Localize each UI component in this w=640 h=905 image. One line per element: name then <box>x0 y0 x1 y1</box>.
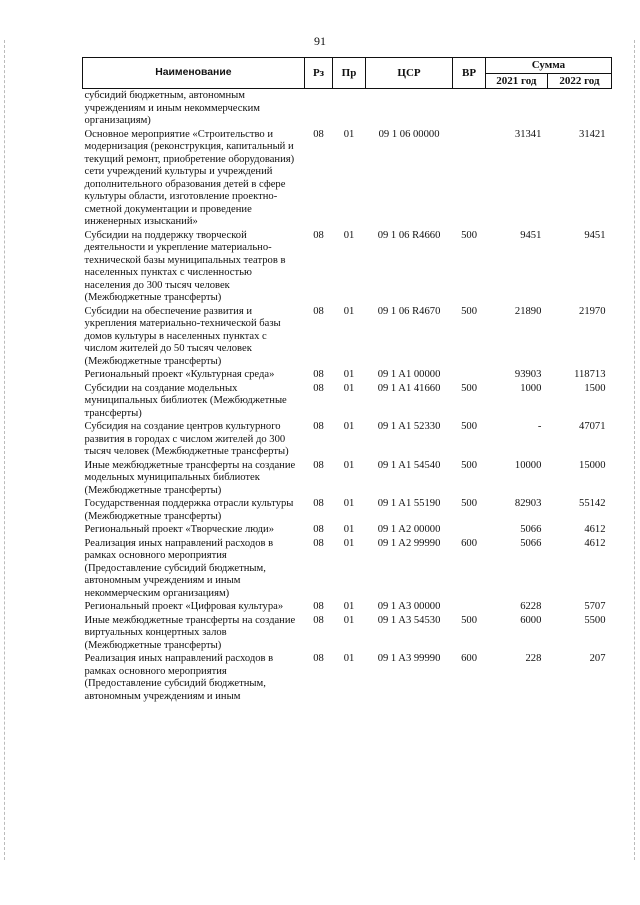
table-row <box>83 89 612 128</box>
header-csr: ЦСР <box>365 58 452 89</box>
row-rz: 08 <box>313 614 324 626</box>
row-pr: 01 <box>343 369 355 380</box>
row-name: Реализация иных направлений расходов в рамках основного мероприятия (Предоставление субсидий бюджетным, автономным учреждениям и иным <box>84 653 274 702</box>
row-name: Основное мероприятие «Строительство и модернизация (реконструкция, капитальный и текущий ремонт, приобретение оборудования) сети учреждений культуры и учреждений дополнительного образования детей в сфере культуры области, изготовление проектно-сметной документации и проведение инженерных изысканий» <box>84 128 295 227</box>
row-pr: 01 <box>343 498 355 509</box>
row-sum-2022: 207 <box>589 653 606 664</box>
row-pr: 01 <box>343 524 355 535</box>
row-rz: 08 <box>313 305 324 317</box>
row-csr: 09 1 A3 00000 <box>377 601 441 612</box>
table-row <box>83 652 612 703</box>
row-sum-2021: 228 <box>525 653 542 664</box>
row-sum-2022: 4612 <box>584 537 606 549</box>
row-vr: 500 <box>461 614 477 626</box>
row-rz: 08 <box>313 601 324 612</box>
table-row <box>83 537 612 601</box>
row-sum-2021: 21890 <box>514 305 542 317</box>
row-sum-2022: 15000 <box>579 459 606 471</box>
row-vr <box>453 128 486 229</box>
table-row <box>83 382 612 421</box>
scan-edge-left <box>4 40 6 860</box>
table-row <box>83 600 612 614</box>
row-sum-2022: 5500 <box>584 614 606 626</box>
table-row <box>83 368 612 382</box>
header-year-2022: 2022 год <box>547 73 611 89</box>
table-row <box>83 497 612 523</box>
row-rz: 08 <box>313 537 324 549</box>
row-vr <box>453 89 486 128</box>
row-name: Субсидии на поддержку творческой деятельности и укрепление материально-технической базы муниципальных театров в населенных пунктах с численностью населения до 300 тысяч человек (Межбюджетные трансферты) <box>84 229 286 303</box>
row-vr: 600 <box>461 537 477 549</box>
row-vr: 500 <box>461 229 477 241</box>
row-vr <box>453 523 486 537</box>
scan-edge-right <box>634 40 636 860</box>
row-name: Региональный проект «Цифровая культура» <box>84 601 284 612</box>
table-header <box>83 58 612 89</box>
table-row <box>83 305 612 369</box>
row-csr: 09 1 06 R4660 <box>377 229 441 241</box>
row-rz: 08 <box>313 229 324 241</box>
row-rz: 08 <box>313 524 324 535</box>
table-body <box>83 89 612 704</box>
row-name: субсидий бюджетным, автономным учреждениям и иным некоммерческим организациям) <box>84 90 260 126</box>
row-name: Субсидия на создание центров культурного развития в городах с числом жителей до 300 тысяч человек (Межбюджетные трансферты) <box>84 421 289 457</box>
row-pr: 01 <box>343 128 355 140</box>
row-sum-2022: 21970 <box>579 305 606 317</box>
header-name: Наименование <box>83 58 305 89</box>
row-rz <box>304 89 332 128</box>
header-year-2021: 2021 год <box>485 73 547 89</box>
row-rz: 08 <box>313 382 324 394</box>
row-rz: 08 <box>313 369 324 380</box>
row-name: Иные межбюджетные трансферты на создание модельных муниципальных библиотек (Межбюджетные трансферты) <box>84 459 296 496</box>
table-row <box>83 229 612 305</box>
row-vr: 600 <box>461 653 477 664</box>
row-pr: 01 <box>343 305 355 317</box>
row-sum-2021: 31341 <box>514 128 542 140</box>
row-sum-2022: 118713 <box>574 369 606 380</box>
table-row <box>83 523 612 537</box>
row-name: Субсидии на обеспечение развития и укрепления материально-технической базы домов культуры в населенных пунктах с числом жителей до 50 тысяч человек (Межбюджетные трансферты) <box>84 305 281 367</box>
row-csr: 09 1 A2 00000 <box>377 524 441 535</box>
row-sum-2022: 4612 <box>584 524 606 535</box>
row-rz: 08 <box>313 128 324 140</box>
row-csr: 09 1 A1 00000 <box>377 369 441 380</box>
row-name: Региональный проект «Культурная среда» <box>84 369 275 380</box>
row-rz: 08 <box>313 421 324 432</box>
row-pr: 01 <box>343 614 355 626</box>
budget-table <box>82 57 612 703</box>
row-vr <box>453 600 486 614</box>
row-csr: 09 1 A3 54530 <box>377 614 441 626</box>
row-sum-2021: - <box>537 421 542 432</box>
row-sum-2021 <box>485 89 547 128</box>
row-pr: 01 <box>343 653 355 664</box>
row-pr: 01 <box>343 421 355 432</box>
row-vr: 500 <box>461 421 477 432</box>
row-name: Субсидии на создание модельных муниципальных библиотек (Межбюджетные трансферты) <box>84 382 287 419</box>
row-sum-2021: 10000 <box>514 459 542 471</box>
row-name: Иные межбюджетные трансферты на создание виртуальных концертных залов (Межбюджетные трансферты) <box>84 614 296 651</box>
row-pr: 01 <box>343 382 355 394</box>
row-vr: 500 <box>461 459 477 471</box>
table-row <box>83 614 612 653</box>
table-row <box>83 420 612 459</box>
row-csr: 09 1 A1 54540 <box>377 459 441 471</box>
row-pr: 01 <box>343 229 355 241</box>
row-name: Государственная поддержка отрасли культуры (Межбюджетные трансферты) <box>84 498 294 522</box>
row-vr: 500 <box>461 382 477 394</box>
header-pr: Пр <box>333 58 366 89</box>
header-vr: ВР <box>453 58 486 89</box>
table-row <box>83 128 612 229</box>
row-vr: 500 <box>461 498 477 509</box>
row-csr: 09 1 A2 99990 <box>377 537 441 549</box>
page-number: 91 <box>314 34 326 48</box>
row-sum-2022: 31421 <box>579 128 606 140</box>
row-sum-2021: 6000 <box>520 614 542 626</box>
header-sum: Сумма <box>485 58 611 74</box>
row-csr <box>365 89 452 128</box>
row-pr: 01 <box>343 537 355 549</box>
row-sum-2022: 47071 <box>579 421 606 432</box>
row-sum-2021: 5066 <box>520 524 542 535</box>
row-sum-2022: 5707 <box>584 601 606 612</box>
row-csr: 09 1 06 00000 <box>378 128 440 140</box>
row-sum-2022: 9451 <box>584 229 606 241</box>
table-row <box>83 459 612 498</box>
row-vr: 500 <box>461 305 477 317</box>
row-csr: 09 1 06 R4670 <box>377 305 441 317</box>
row-csr: 09 1 A1 52330 <box>377 421 441 432</box>
row-sum-2021: 82903 <box>514 498 542 509</box>
row-vr <box>453 368 486 382</box>
row-sum-2021: 1000 <box>520 382 542 394</box>
row-pr: 01 <box>343 459 355 471</box>
row-rz: 08 <box>313 498 324 509</box>
row-sum-2021: 5066 <box>520 537 542 549</box>
row-csr: 09 1 A3 99990 <box>377 653 441 664</box>
row-sum-2022: 1500 <box>584 382 606 394</box>
row-sum-2021: 6228 <box>520 601 542 612</box>
row-sum-2021: 93903 <box>514 369 542 380</box>
row-rz: 08 <box>313 653 324 664</box>
row-pr <box>333 89 366 128</box>
row-csr: 09 1 A1 41660 <box>377 382 441 394</box>
budget-table-container <box>82 57 612 703</box>
row-name: Региональный проект «Творческие люди» <box>84 524 275 535</box>
row-name: Реализация иных направлений расходов в рамках основного мероприятия (Предоставление субсидий бюджетным, автономным учреждениям и иным некоммерческим организациям) <box>84 537 274 599</box>
row-rz: 08 <box>313 459 324 471</box>
row-pr: 01 <box>343 601 355 612</box>
row-sum-2022 <box>547 89 611 128</box>
row-sum-2021: 9451 <box>520 229 542 241</box>
row-csr: 09 1 A1 55190 <box>377 498 441 509</box>
row-sum-2022: 55142 <box>579 498 606 509</box>
header-rz: Рз <box>304 58 332 89</box>
